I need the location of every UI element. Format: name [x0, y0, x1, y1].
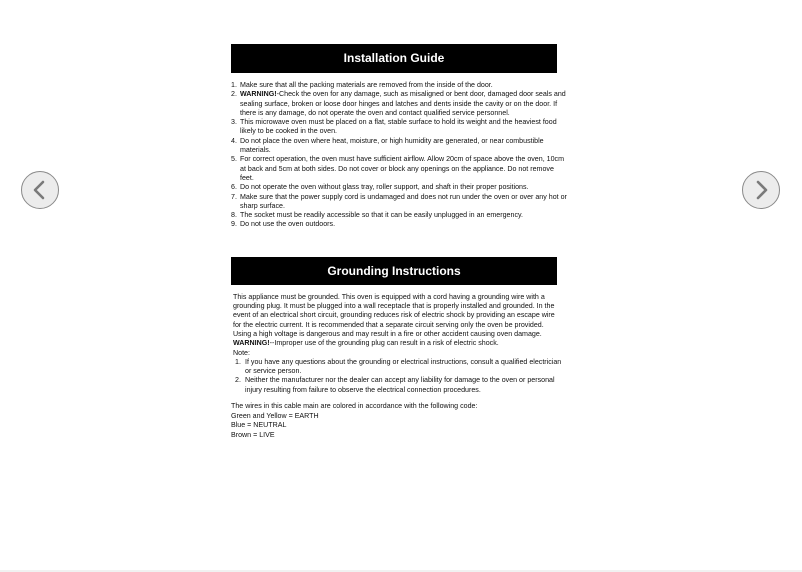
- chevron-left-icon: [29, 179, 51, 201]
- step-number: 5.: [231, 155, 237, 164]
- wire-color-code: [231, 402, 567, 440]
- step-text: Do not use the oven outdoors.: [240, 220, 336, 229]
- grounding-section: [231, 293, 563, 395]
- grounding-warning: [233, 339, 563, 348]
- step-text: The socket must be readily accessible so that it can be easily unplugged in an emergency.: [240, 211, 523, 220]
- step-number: 1.: [231, 81, 237, 89]
- wire-neutral: Blue = NEUTRAL: [231, 421, 287, 430]
- warning-label: WARNING!: [240, 90, 277, 99]
- step-number: 4.: [231, 136, 237, 145]
- list-item: [231, 220, 567, 229]
- step-number: 2.: [231, 90, 237, 99]
- list-item: [231, 183, 567, 192]
- list-item: [231, 211, 567, 220]
- list-item: [231, 193, 567, 212]
- step-text: Make sure that the power supply cord is undamaged and does not run under the oven or over any hot or sharp surface.: [240, 192, 567, 210]
- step-number: 6.: [231, 183, 237, 192]
- step-text: This microwave oven must be placed on a flat, stable surface to hold its weight and the heaviest food likely to be cooked in the oven.: [240, 118, 557, 136]
- warning-label: WARNING!: [233, 339, 270, 348]
- list-item: [231, 81, 567, 90]
- list-item: [231, 90, 567, 118]
- step-number: 9.: [231, 220, 237, 229]
- wire-earth: Green and Yellow = EARTH: [231, 411, 319, 420]
- note-text: If you have any questions about the grounding or electrical instructions, consult a qualified electrician or service person.: [245, 357, 562, 376]
- installation-steps-list: [231, 81, 567, 230]
- note-number: 1.: [235, 357, 241, 366]
- list-item: [231, 137, 567, 156]
- note-number: 2.: [235, 376, 241, 385]
- step-text: Do not place the oven where heat, moisture, or high humidity are generated, or near combustible materials.: [240, 136, 544, 155]
- step-text: For correct operation, the oven must have sufficient airflow. Allow 20cm of space above the oven, 10cm at back and 5cm at both sides. Do not cover or block any openings on the appliance. Do not remove feet.: [240, 155, 564, 182]
- chevron-right-icon: [750, 179, 772, 201]
- step-number: 7.: [231, 192, 237, 201]
- note-text: Neither the manufacturer nor the dealer can accept any liability for damage to the oven or personal injury resulting from failure to observe the electrical connection procedures.: [245, 376, 555, 394]
- step-number: 3.: [231, 118, 237, 127]
- document-page: [231, 44, 567, 440]
- step-text: -Check the oven for any damage, such as misaligned or bent door, damaged door seals and sealing surface, broken or loose door hinges and latches and dents inside the cavity or on the door. If there is any damage, do not operate the oven and contact qualified service personnel.: [240, 90, 566, 117]
- list-item: [233, 376, 563, 395]
- list-item: [231, 155, 567, 183]
- previous-page-button[interactable]: [21, 171, 59, 209]
- grounding-intro: This appliance must be grounded. This oven is equipped with a cord having a grounding wire with a grounding plug. It must be plugged into a wall receptacle that is properly installed and grounded. In the event of an electrical short circuit, grounding reduces risk of electric shock by providing an escape wire for the electric current. It is recommended that a separate circuit serving only the oven be provided. Using a high voltage is dangerous and may result in a fire or other accident causing oven damage.: [233, 292, 555, 338]
- note-label: Note:: [233, 348, 250, 357]
- wires-intro: The wires in this cable main are colored in accordance with the following code:: [231, 402, 478, 411]
- step-text: Make sure that all the packing materials are removed from the inside of the door.: [240, 81, 493, 89]
- notes-list: [233, 358, 563, 395]
- list-item: [231, 118, 567, 137]
- step-text: Do not operate the oven without glass tray, roller support, and shaft in their proper positions.: [240, 183, 529, 192]
- warning-text: --Improper use of the grounding plug can result in a risk of electric shock.: [269, 339, 499, 348]
- step-number: 8.: [231, 211, 237, 220]
- wire-live: Brown = LIVE: [231, 430, 275, 439]
- list-item: [233, 358, 563, 377]
- grounding-instructions-heading: Grounding Instructions: [231, 257, 557, 285]
- installation-guide-heading: Installation Guide: [231, 44, 557, 73]
- next-page-button[interactable]: [742, 171, 780, 209]
